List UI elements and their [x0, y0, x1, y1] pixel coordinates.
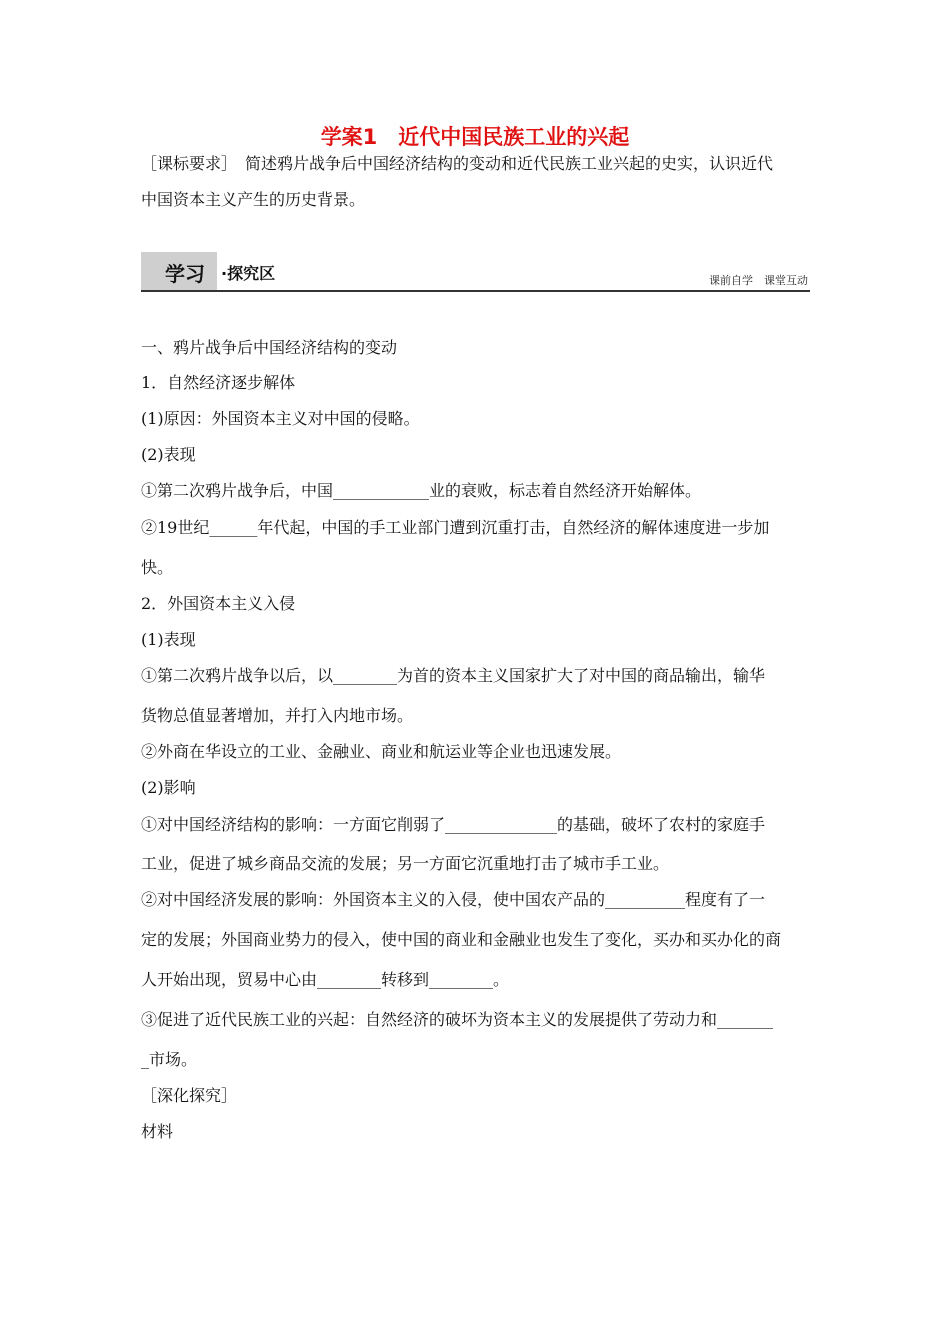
content-line: 货物总值显著增加，并打入内地市场。 [141, 706, 414, 725]
section-banner [141, 252, 810, 292]
content-line: 1．自然经济逐步解体 [141, 373, 296, 392]
content-line: 材料 [141, 1122, 174, 1141]
content-line: (1)原因：外国资本主义对中国的侵略。 [141, 409, 420, 428]
content-line: _市场。 [141, 1050, 198, 1069]
banner-main-label: 学习 [165, 262, 205, 286]
page-title: 学案1 近代中国民族工业的兴起 [320, 125, 630, 149]
content-line: ［深化探究］ [141, 1086, 238, 1105]
content-line: ③促进了近代民族工业的兴起：自然经济的破坏为资本主义的发展提供了劳动力和_______ [141, 1010, 774, 1029]
content-line: 定的发展；外国商业势力的侵入，使中国的商业和金融业也发生了变化，买办和买办化的商 [141, 930, 782, 949]
content-line: 2．外国资本主义入侵 [141, 594, 296, 613]
content-line: (2)影响 [141, 778, 196, 797]
content-line: 一、鸦片战争后中国经济结构的变动 [141, 338, 398, 357]
content-line: ②19世纪______年代起，中国的手工业部门遭到沉重打击，自然经济的解体速度进一步加 [141, 518, 770, 537]
content-line: ①第二次鸦片战争以后，以________为首的资本主义国家扩大了对中国的商品输出，输华 [141, 666, 766, 685]
content-line: (1)表现 [141, 630, 196, 649]
requirement-line-2: 中国资本主义产生的历史背景。 [141, 190, 366, 209]
content-line: 快。 [141, 558, 174, 577]
content-line: ①第二次鸦片战争后，中国____________业的衰败，标志着自然经济开始解体。 [141, 481, 702, 500]
content-line: ①对中国经济结构的影响：一方面它削弱了______________的基础，破坏了农村的家庭手 [141, 815, 766, 834]
content-line: ②外商在华设立的工业、金融业、商业和航运业等企业也迅速发展。 [141, 742, 622, 761]
content-line: (2)表现 [141, 445, 196, 464]
requirement-line-1: ［课标要求］ 简述鸦片战争后中国经济结构的变动和近代民族工业兴起的史实，认识近代 [141, 154, 774, 173]
content-line: 工业，促进了城乡商品交流的发展；另一方面它沉重地打击了城市手工业。 [141, 854, 670, 873]
banner-sub-label: ·探究区 [221, 264, 276, 283]
content-line: ②对中国经济发展的影响：外国资本主义的入侵，使中国农产品的__________程度有了一 [141, 890, 766, 909]
content-line: 人开始出现，贸易中心由________转移到________。 [141, 970, 510, 989]
banner-divider [141, 290, 810, 292]
banner-right-label: 课前自学 课堂互动 [709, 274, 808, 287]
